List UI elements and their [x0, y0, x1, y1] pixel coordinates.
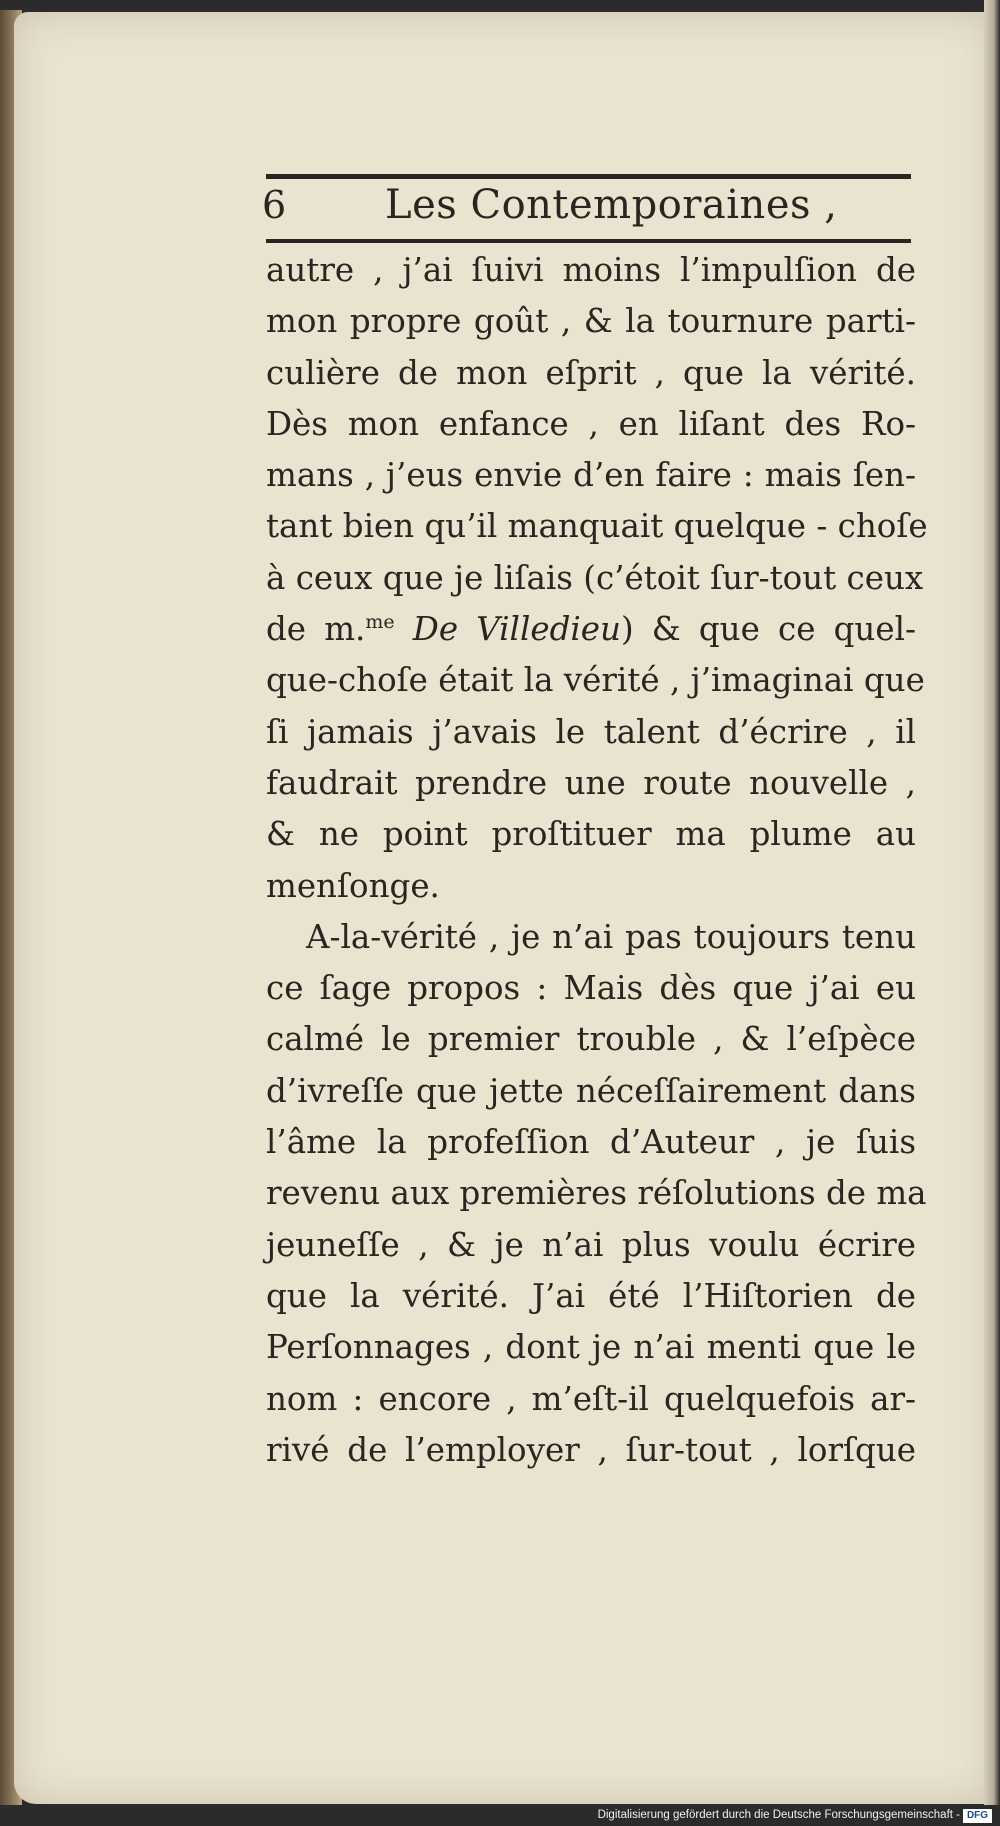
text-line: faudrait prendre une route nouvelle ,: [266, 763, 916, 802]
text-line: que la vérité. J’ai été l’Hiſtorien de: [266, 1276, 916, 1315]
text-line: & ne point proſtituer ma plume au: [266, 815, 916, 854]
funding-credit: Digitalisierung gefördert durch die Deutsche Forschungsgemeinschaft -: [597, 1809, 960, 1821]
text-line: mans , j’eus envie d’en faire : mais ſen-: [266, 456, 916, 495]
text-line: revenu aux premières réſolutions de ma: [266, 1174, 927, 1213]
text-line: A-la-vérité , je n’ai pas toujours tenu: [306, 917, 916, 956]
text-line-mixed: [266, 604, 916, 655]
text-line: nom : encore , m’eſt-il quelquefois ar-: [266, 1379, 916, 1418]
header-rule-bottom: [266, 239, 911, 243]
text-line: l’âme la profeſſion d’Auteur , je ſuis: [266, 1123, 916, 1162]
text-line: Dès mon enfance , en liſant des Ro-: [266, 404, 916, 443]
page-number: 6: [262, 183, 287, 227]
running-title: Les Contemporaines ,: [385, 182, 838, 228]
text-line: que-choſe était la vérité , j’imaginai que: [266, 661, 925, 700]
superscript: me: [365, 611, 395, 634]
text-line: mon propre goût , & la tournure parti-: [266, 302, 916, 341]
text-line: d’ivreſſe que jette néceſſairement dans: [266, 1071, 916, 1110]
text-segment: de m.: [266, 610, 366, 649]
text-segment: ) & que ce quel-: [620, 610, 916, 649]
page-right-edge: [984, 0, 1000, 1805]
text-line: rivé de l’employer , ſur-tout , lorſque: [266, 1430, 916, 1469]
italic-name: De Villedieu: [412, 610, 621, 649]
text-line: culière de mon eſprit , que la vérité.: [266, 353, 916, 392]
body-text: [266, 245, 928, 1476]
text-line: jeuneſſe , & je n’ai plus voulu écrire: [266, 1225, 916, 1264]
text-line: ce ſage propos : Mais dès que j’ai eu: [266, 969, 916, 1008]
text-line: à ceux que je liſais (c’étoit ſur-tout ceux: [266, 558, 924, 597]
text-line: ſi jamais j’avais le talent d’écrire , il: [266, 712, 916, 751]
text-line: menſonge.: [266, 866, 440, 905]
text-line: calmé le premier trouble , & l’eſpèce: [266, 1020, 916, 1059]
text-line: Perſonnages , dont je n’ai menti que le: [266, 1328, 916, 1367]
dfg-logo: DFG: [963, 1809, 992, 1823]
text-line: tant bien qu’il manquait quelque - choſe: [266, 507, 928, 546]
text-line: autre , j’ai ſuivi moins l’impulſion de: [266, 251, 916, 289]
